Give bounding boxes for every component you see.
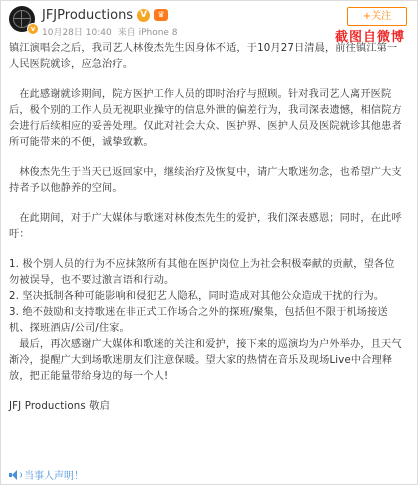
avatar-verified-icon: v — [27, 23, 39, 35]
post-footer — [9, 467, 84, 482]
verified-badge-icon: V — [137, 9, 150, 22]
paragraph: 林俊杰先生于当天已返回家中，继续治疗及恢复中，请广大歌迷勿念，也希望广大支持者予以他静养的空间。 — [9, 167, 402, 194]
list-item: 3. 绝不鼓励和支持歌迷在非正式工作场合之外的探班/聚集，包括但不限于机场接送机、探班酒店/公司/住家。 — [9, 307, 388, 334]
watermark: 截图自微博 — [334, 30, 405, 45]
post-source: 来自 iPhone 8 — [117, 28, 178, 38]
member-level-icon[interactable]: ♛ — [154, 9, 168, 21]
avatar-logo-line — [21, 10, 22, 28]
avatar-logo-line — [13, 18, 31, 19]
signature: JFJ Productions 敬启 — [9, 401, 110, 412]
list-item: 2. 坚决抵制各种可能影响和侵犯艺人隐私，同时造成对其他公众造成干扰的行为。 — [9, 291, 385, 302]
post-body — [9, 41, 403, 429]
paragraph: 在此期间，对于广大媒体与歌迷对林俊杰先生的爱护，我们深表感恩；同时，在此呼吁： — [9, 213, 402, 240]
post-timestamp[interactable]: 10月28日 10:40 — [42, 28, 112, 38]
post-meta — [42, 25, 178, 38]
username[interactable]: JFJProductions — [42, 7, 134, 23]
paragraph: 在此感谢就诊期间，院方医护工作人员的即时治疗与照顾。针对我司艺人离开医院后，极个别的工作人员无视职业操守的信息外泄的偏差行为，我司深表遗憾，相信院方会进行后续相应的妥善处理。仅此对社会大众、医护界、医护人员及医院就诊其他患者所可能带来的不便，诚挚致歉。 — [9, 89, 402, 148]
closing-paragraph: 最后，再次感谢广大媒体和歌迷的关注和爱护，接下来的巡演均为户外举办，且天气渐冷，提醒广大到场歌迷朋友们注意保暖。望大家的热情在音乐及现场Live中合理释放，把正能量带给身边的每一个人! — [9, 339, 402, 382]
name-row — [42, 6, 168, 24]
paragraph: 镇江演唱会之后，我司艺人林俊杰先生因身体不适，于10月27日清晨，前往镇江第一人民医院就诊，应急治疗。 — [9, 43, 398, 70]
speaker-icon — [9, 470, 20, 480]
statement-link[interactable]: 当事人声明！ — [24, 471, 84, 482]
list-item: 1. 极个别人员的行为不应抹煞所有其他在医护岗位上为社会积极奉献的贡献，望各位勿被误导，也不要过激言语和行动。 — [9, 259, 395, 286]
follow-button[interactable]: +关注 — [347, 7, 407, 26]
